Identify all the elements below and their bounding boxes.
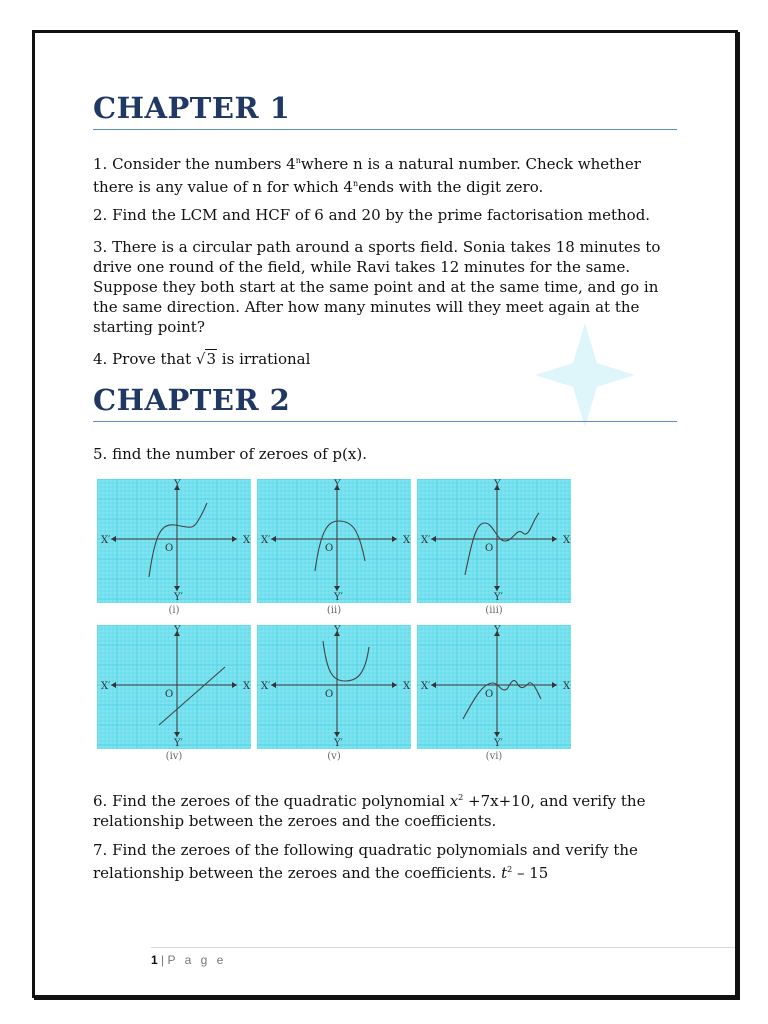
question-2: 2. Find the LCM and HCF of 6 and 20 by the prime factorisation method. (93, 206, 651, 224)
page-label: P a g e (167, 953, 227, 967)
axis-x-neg-label: X′ (421, 681, 431, 692)
q1-exponent-1: n (295, 156, 301, 165)
q7-text-start: 7. Find the zeroes of the following quadratic polynomials and verify the relationship between the zeroes and the coefficients. (93, 841, 638, 882)
graph-caption: (ii) (326, 605, 342, 616)
origin-label: O (325, 543, 334, 554)
origin-label: O (165, 543, 174, 554)
q7-text-end: – 15 (512, 864, 549, 882)
axis-x-neg-label: X′ (101, 681, 111, 692)
axis-y-label: Y (334, 625, 341, 636)
graph-svg (257, 625, 411, 749)
square-root: √3 (195, 350, 217, 368)
graph-svg (257, 479, 411, 603)
page-footer (151, 947, 735, 967)
origin-label: O (325, 689, 334, 700)
axis-y-label: Y (494, 479, 501, 490)
graph-svg (97, 625, 251, 749)
graph-panel (97, 625, 251, 749)
question-4 (93, 349, 677, 369)
axis-y-neg-label: Y′ (494, 738, 503, 749)
graph-panel (257, 479, 411, 603)
axis-x-label: X (563, 681, 571, 692)
graph-caption: (iv) (165, 751, 183, 762)
q7-exponent: 2 (507, 865, 513, 874)
graph-caption: (v) (327, 751, 341, 762)
origin-label: O (485, 543, 494, 554)
q6-text-end: , and verify the relationship between the zeroes and the coefficients. (93, 792, 646, 830)
axis-x-label: X (243, 535, 251, 546)
graph-caption: (i) (168, 605, 180, 616)
graph-panel (417, 479, 571, 603)
axis-y-label: Y (174, 625, 181, 636)
q6-text-start: 6. Find the zeroes of the quadratic polynomial (93, 792, 450, 810)
graph-panel (257, 625, 411, 749)
origin-label: O (485, 689, 494, 700)
graph-caption: (vi) (485, 751, 503, 762)
polynomial-graphs-figure (97, 479, 577, 779)
axis-y-label: Y (174, 479, 181, 490)
question-3: 3. There is a circular path around a sports field. Sonia takes 18 minutes to drive one round of the field, while Ravi takes 12 minutes for the same. Suppose they both start at the same point and at the same time, and go in the same direction. After how many minutes will they meet again at the starting point? (93, 238, 661, 336)
axis-y-neg-label: Y′ (334, 738, 343, 749)
axis-x-neg-label: X′ (261, 535, 271, 546)
axis-y-neg-label: Y′ (334, 592, 343, 603)
graph-panel (417, 625, 571, 749)
axis-y-neg-label: Y′ (174, 738, 183, 749)
axis-x-label: X (403, 681, 411, 692)
axis-x-label: X (563, 535, 571, 546)
axis-y-label: Y (494, 625, 501, 636)
q4-text-start: 4. Prove that (93, 350, 196, 368)
axis-x-neg-label: X′ (101, 535, 111, 546)
question-1 (93, 151, 677, 197)
question-5: 5. find the number of zeroes of p(x). (93, 445, 367, 463)
q1-text-start: 1. Consider the numbers 4 (93, 155, 296, 173)
axis-x-neg-label: X′ (261, 681, 271, 692)
origin-label: O (165, 689, 174, 700)
q6-variable: x (449, 792, 459, 810)
question-7 (93, 840, 677, 883)
axis-y-neg-label: Y′ (494, 592, 503, 603)
radicand: 3 (206, 350, 217, 368)
axis-x-label: X (243, 681, 251, 692)
axis-y-neg-label: Y′ (174, 592, 183, 603)
question-6 (93, 788, 677, 831)
axis-x-label: X (403, 535, 411, 546)
graph-svg (97, 479, 251, 603)
q1-text-end: ends with the digit zero. (358, 178, 544, 196)
page-number: 1 (151, 953, 158, 967)
chapter-1-heading: CHAPTER 1 (93, 91, 677, 130)
q1-text-mid: where n is a natural number. Check whether there is any value of n for which 4 (93, 155, 641, 196)
graph-caption: (iii) (485, 605, 503, 616)
q1-exponent-2: n (352, 179, 359, 188)
graph-svg (417, 479, 571, 603)
q6-exponent: 2 (458, 793, 464, 802)
footer-separator: | (161, 953, 165, 967)
chapter-2-heading: CHAPTER 2 (93, 383, 677, 422)
q4-text-end: is irrational (217, 350, 311, 368)
graph-svg (417, 625, 571, 749)
graph-panel (97, 479, 251, 603)
q6-polynomial-rest: +7x+10 (463, 792, 531, 810)
axis-y-label: Y (334, 479, 341, 490)
page-frame (32, 30, 738, 998)
q7-variable: t (501, 864, 508, 882)
axis-x-neg-label: X′ (421, 535, 431, 546)
